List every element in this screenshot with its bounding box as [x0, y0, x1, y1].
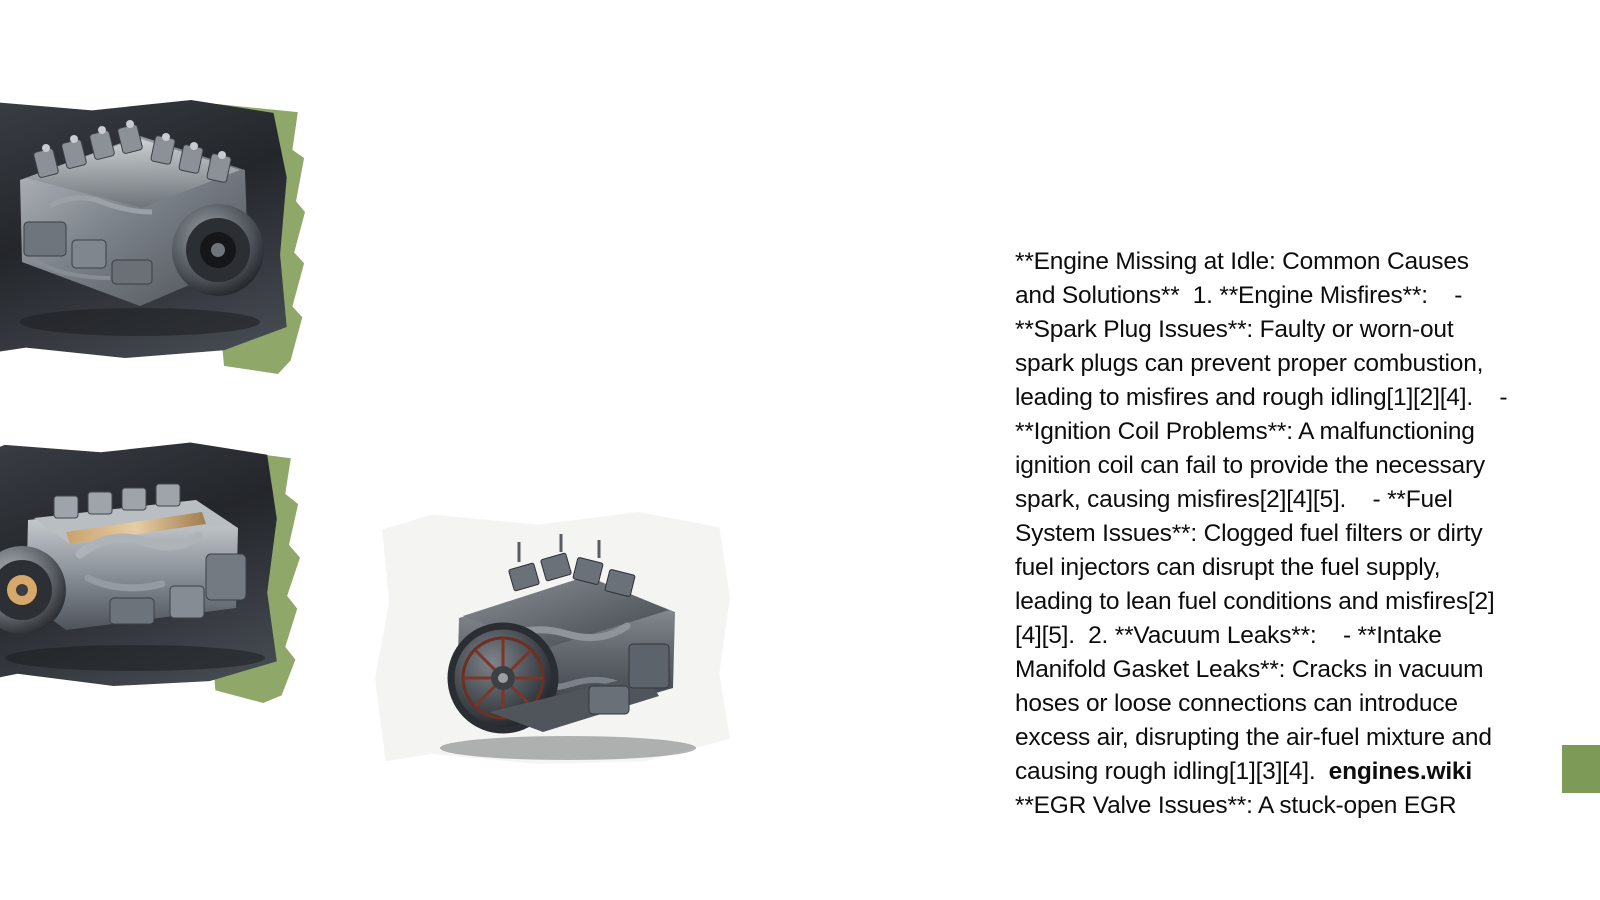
- engine-illustration-vintage-engine: [393, 526, 723, 766]
- article-body: [1015, 245, 1515, 823]
- engine-photo-top-left: [0, 100, 360, 380]
- article-cutoff-line: **EGR Valve Issues**: A stuck-open EGR: [1015, 792, 1457, 819]
- right-edge-green-tab: [1562, 745, 1600, 793]
- image-column: [0, 0, 760, 900]
- text-column: [1015, 0, 1525, 900]
- article-body-text: **Engine Missing at Idle: Common Causes and Solutions** 1. **Engine Misfires**: - **Spark Plug Issues**: Faulty or worn-out spark plugs can prevent proper combustion, leading to misfires and rough idling[1][2][4]. - **Ignition Coil Problems**: A malfunctioning ignition coil can fail to provide the necessary spark, causing misfires[2][4][5]. - **Fuel System Issues**: Clogged fuel filters or dirty fuel injectors can disrupt the fuel supply, leading to lean fuel conditions and misfires[2][4][5]. 2. **Vacuum Leaks**: - **Intake Manifold Gasket Leaks**: Cracks in vacuum hoses or loose connections can introduce excess air, disrupting the air-fuel mixture and causing rough idling[1][3][4].: [1015, 248, 1514, 785]
- brand-wordmark: engines.wiki: [1328, 758, 1472, 785]
- engine-illustration-v-engine: [0, 110, 280, 340]
- engine-illustration-inline-engine: [0, 458, 280, 678]
- engine-photo-lower-center: [375, 512, 735, 772]
- engine-photo-middle-left: [0, 440, 360, 710]
